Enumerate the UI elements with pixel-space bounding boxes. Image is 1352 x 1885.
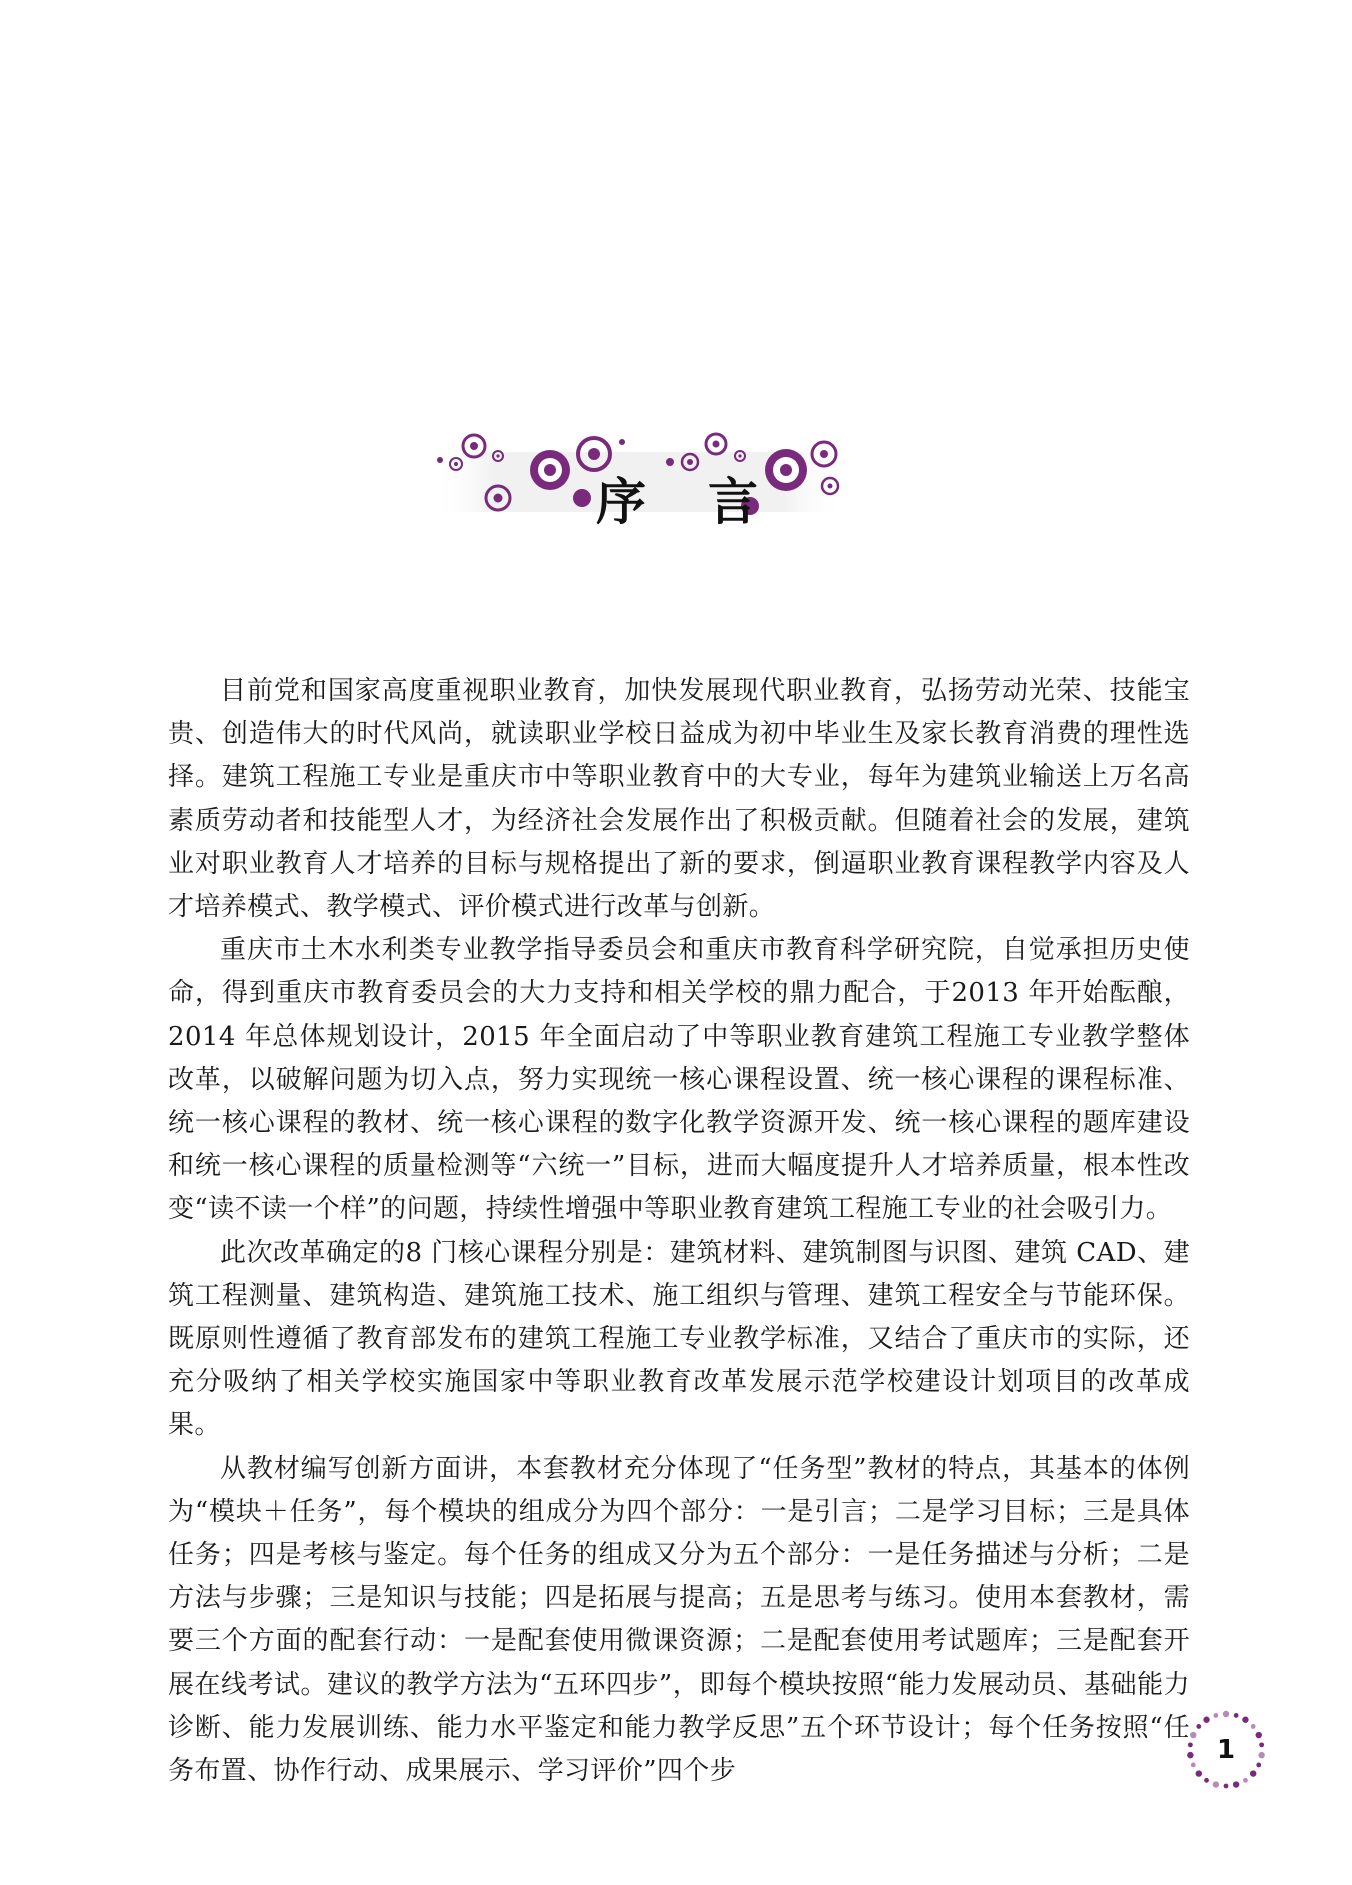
paragraph-4: 从教材编写创新方面讲，本套教材充分体现了“任务型”教材的特点，其基本的体例为“模块＋任务”，每个模块的组成分为四个部分：一是引言；二是学习目标；三是具体任务；四是考核与鉴定。每个任务的组成又分为五个部分：一是任务描述与分析；二是方法与步骤；三是知识与技能；四是拓展与提高；五是思考与练习。使用本套教材，需要三个方面的配套行动：一是配套使用微课资源；二是配套使用考试题库；三是配套开展在线考试。建议的教学方法为“五环四步”，即每个模块按照“能力发展动员、基础能力诊断、能力发展训练、能力水平鉴定和能力教学反思”五个环节设计；每个任务按照“任务布置、协作行动、成果展示、学习评价”四个步 [168,1453,1190,1787]
preface-body [168,670,1190,1793]
paragraph-1: 目前党和国家高度重视职业教育，加快发展现代职业教育，弘扬劳动光荣、技能宝贵、创造伟大的时代风尚，就读职业学校日益成为初中毕业生及家长教育消费的理性选择。建筑工程施工专业是重庆市中等职业教育中的大专业，每年为建筑业输送上万名高素质劳动者和技能型人才，为经济社会发展作出了积极贡献。但随着社会的发展，建筑业对职业教育人才培养的目标与规格提出了新的要求，倒逼职业教育课程教学内容及人才培养模式、教学模式、评价模式进行改革与创新。 [168,676,1190,923]
paragraph-3: 此次改革确定的8 门核心课程分别是：建筑材料、建筑制图与识图、建筑 CAD、建筑工程测量、建筑构造、建筑施工技术、施工组织与管理、建筑工程安全与节能环保。既原则性遵循了教育部发布的建筑工程施工专业教学标准，又结合了重庆市的实际，还充分吸纳了相关学校实施国家中等职业教育改革发展示范学校建设计划项目的改革成果。 [168,1237,1190,1441]
title-char-2: 言 [708,473,758,531]
title-banner [432,428,846,538]
page-number-badge [1182,1706,1270,1794]
page-number: 1 [1216,1735,1236,1765]
paragraph-2: 重庆市土木水利类专业教学指导委员会和重庆市教育科学研究院，自觉承担历史使命，得到重庆市教育委员会的大力支持和相关学校的鼎力配合，于2013 年开始酝酿，2014 年总体规划设计，2015 年全面启动了中等职业教育建筑工程施工专业教学整体改革，以破解问题为切入点，努力实现统一核心课程设置、统一核心课程的课程标准、统一核心课程的教材、统一核心课程的数字化教学资源开发、统一核心课程的题库建设和统一核心课程的质量检测等“六统一”目标，进而大幅度提升人才培养质量，根本性改变“读不读一个样”的问题，持续性增强中等职业教育建筑工程施工专业的社会吸引力。 [168,935,1190,1225]
title-char-1: 序 [596,473,646,531]
